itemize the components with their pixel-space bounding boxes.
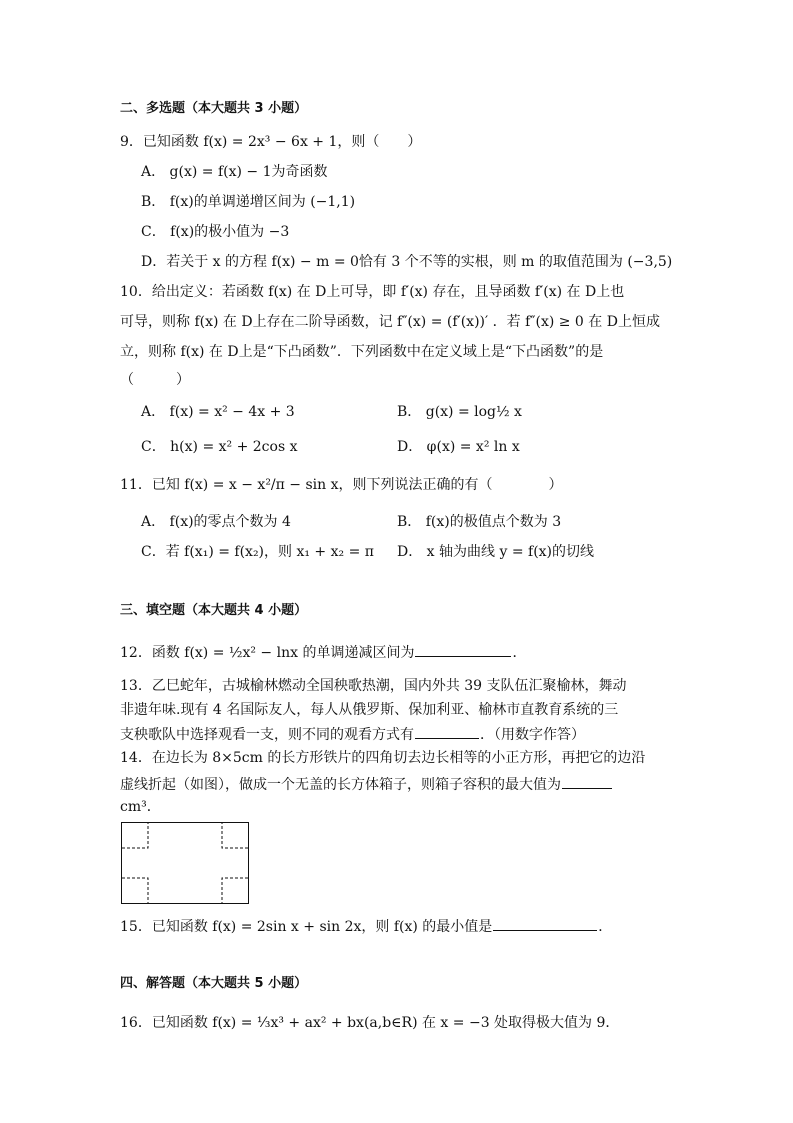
section-heading-fill-in: 三、填空题（本大题共 4 小题）	[120, 603, 308, 618]
question-10-line-1: 10．给出定义：若函数 f(x) 在 D上可导，即 f′(x) 存在，且导函数 f′(x) 在 D上也	[120, 284, 625, 300]
question-15	[120, 916, 612, 937]
question-10-line-2: 可导，则称 f(x) 在 D上存在二阶导函数，记 f″(x) = (f′(x))′ ．若 f″(x) ≥ 0 在 D上恒成	[120, 314, 660, 330]
question-13-end: ．（用数字作答）	[480, 727, 585, 743]
question-11-option-d: D． x 轴为曲线 y = f(x)的切线	[397, 544, 595, 560]
question-16: 16．已知函数 f(x) = ⅓x³ + ax² + bx(a,b∈R) 在 x = −3 处取得极大值为 9．	[120, 1015, 620, 1031]
question-14-text: 虚线折起（如图），做成一个无盖的长方体箱子，则箱子容积的最大值为	[120, 777, 561, 793]
question-9-option-c: C． f(x)的极小值为 −3	[141, 224, 290, 240]
question-11-option-a: A． f(x)的零点个数为 4	[141, 514, 291, 530]
section-heading-solutions: 四、解答题（本大题共 5 小题）	[120, 976, 308, 991]
question-11-option-b: B． f(x)的极值点个数为 3	[397, 514, 562, 530]
question-13-text: 支秧歌队中选择观看一支，则不同的观看方式有	[120, 727, 414, 743]
corner-cut-bottom-right	[222, 878, 248, 903]
question-13-line-2: 非遗年味.现有 4 名国际友人，每人从俄罗斯、保加利亚、榆林市直教育系统的三	[120, 702, 619, 718]
sheet-folding-figure	[121, 822, 249, 904]
question-9-option-b: B． f(x)的单调递增区间为 (−1,1)	[141, 194, 356, 210]
question-12-end: ．	[512, 645, 527, 661]
question-9-stem: 9．已知函数 f(x) = 2x³ − 6x + 1，则（ ）	[120, 134, 422, 150]
question-10-option-c: C． h(x) = x² + 2cos x	[141, 439, 298, 455]
corner-cut-top-left	[122, 823, 148, 848]
question-10-option-a: A． f(x) = x² − 4x + 3	[141, 404, 295, 420]
answer-blank	[415, 642, 511, 657]
answer-blank	[415, 724, 479, 739]
question-15-text: 15．已知函数 f(x) = 2sin x + sin 2x，则 f(x) 的最小值是	[120, 919, 493, 935]
question-9-option-a: A． g(x) = f(x) − 1为奇函数	[141, 164, 328, 180]
question-10-option-d: D． φ(x) = x² ln x	[397, 439, 520, 455]
answer-blank	[493, 916, 597, 931]
question-14-line-3: cm³．	[120, 799, 161, 815]
question-12	[120, 642, 526, 663]
question-14-line-2	[120, 774, 613, 795]
corner-cut-top-right	[222, 823, 248, 848]
question-10-option-b: B． g(x) = log½ x	[397, 404, 522, 420]
question-10-line-3: 立，则称 f(x) 在 D上是“下凸函数”．下列函数中在定义域上是“下凸函数”的是	[120, 344, 604, 360]
section-heading-multiple-choice: 二、多选题（本大题共 3 小题）	[120, 101, 308, 116]
question-11-stem: 11．已知 f(x) = x − x²/π − sin x，则下列说法正确的有（ ）	[120, 477, 563, 493]
question-12-text: 12．函数 f(x) = ½x² − lnx 的单调递减区间为	[120, 645, 415, 661]
corner-cut-bottom-left	[122, 878, 148, 903]
question-10-line-4: （ ）	[120, 372, 190, 388]
corner-cut-diagram	[122, 823, 248, 903]
answer-blank	[562, 774, 612, 789]
question-15-end: ．	[598, 919, 613, 935]
question-13-line-3	[120, 724, 585, 745]
question-14-line-1: 14．在边长为 8×5cm 的长方形铁片的四角切去边长相等的小正方形，再把它的边沿	[120, 750, 646, 766]
question-11-option-c: C．若 f(x₁) = f(x₂)，则 x₁ + x₂ = π	[141, 544, 374, 560]
question-9-option-d: D．若关于 x 的方程 f(x) − m = 0恰有 3 个不等的实根，则 m 的取值范围为 (−3,5)	[141, 254, 673, 270]
question-13-line-1: 13．乙巳蛇年，古城榆林燃动全国秧歌热潮，国内外共 39 支队伍汇聚榆林，舞动	[120, 678, 627, 694]
